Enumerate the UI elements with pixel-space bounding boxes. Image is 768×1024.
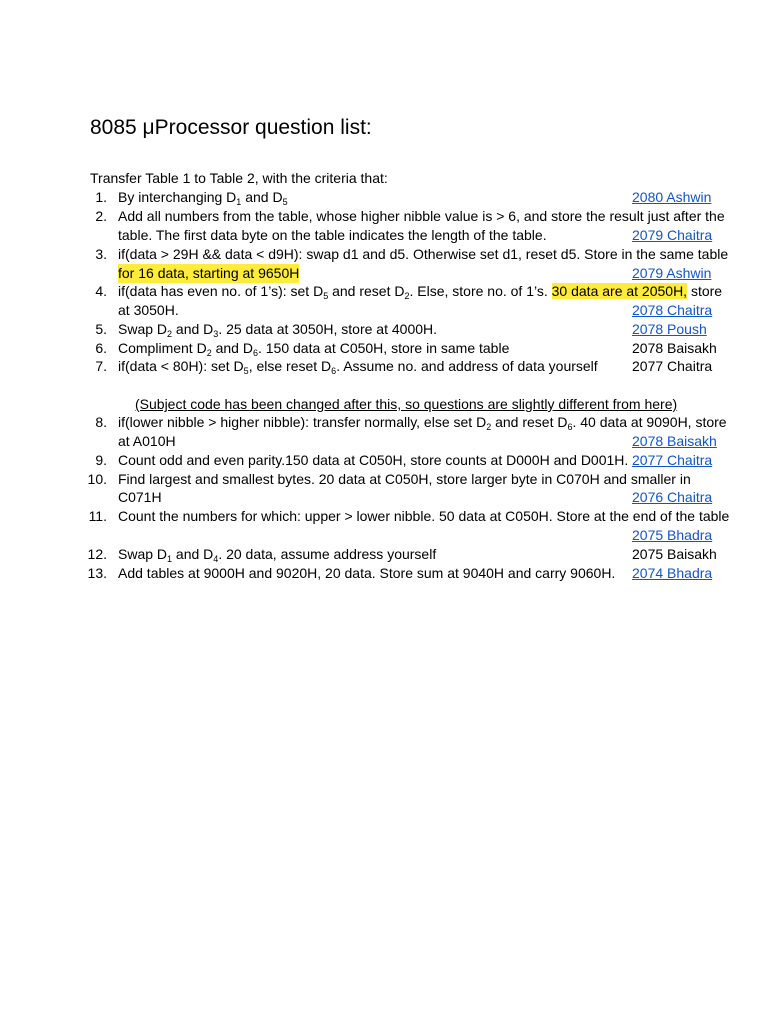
item-number: 3. <box>95 246 107 262</box>
item-number: 9. <box>95 452 107 468</box>
list-item <box>0 282 768 301</box>
item-text: C071H <box>118 489 162 505</box>
list-item <box>0 451 768 470</box>
section-note <box>0 395 768 414</box>
item-text: Find largest and smallest bytes. 20 data at C050H, store larger byte in C070H and smaller in <box>118 471 691 487</box>
item-number: 7. <box>95 358 107 374</box>
list-item-continuation <box>0 488 768 507</box>
exam-link[interactable]: 2080 Ashwin <box>632 189 712 205</box>
exam-link[interactable]: 2079 Chaitra <box>632 227 713 243</box>
item-number: 2. <box>95 208 107 224</box>
list-item <box>0 320 768 339</box>
note-text: (Subject code has been changed after this, so questions are slightly different from here) <box>135 396 678 412</box>
item-number: 12. <box>87 546 107 562</box>
list-item <box>0 545 768 564</box>
item-number: 11. <box>88 508 107 524</box>
list-item <box>0 188 768 207</box>
exam-link[interactable]: 2075 Bhadra <box>632 527 713 543</box>
exam-link[interactable]: 2076 Chaitra <box>632 489 713 505</box>
list-item <box>0 564 768 583</box>
page-title: 8085 μProcessor question list: <box>90 116 372 139</box>
intro-label: Transfer Table 1 to Table 2, with the criteria that: <box>90 170 388 186</box>
list-item <box>0 470 768 489</box>
item-number: 1. <box>95 189 107 205</box>
exam-label: 2078 Baisakh <box>632 340 717 356</box>
item-text: table. The first data byte on the table indicates the length of the table. <box>118 227 547 243</box>
exam-link[interactable]: 2074 Bhadra <box>632 565 713 581</box>
exam-link[interactable]: 2078 Baisakh <box>632 433 717 449</box>
list-item <box>0 245 768 264</box>
exam-link[interactable]: 2078 Chaitra <box>632 302 713 318</box>
item-text: Count the numbers for which: upper > lower nibble. 50 data at C050H. Store at the end of the table <box>118 508 730 524</box>
list-item-continuation <box>0 526 768 545</box>
item-text: Swap $D_2$ and $D_3$. 25 data at 3050H, store at 4000H. <box>118 321 438 339</box>
list-item-continuation <box>0 264 768 283</box>
list-item-continuation <box>0 226 768 245</box>
item-text: Swap $D_1$ and $D_4$. 20 data, assume address yourself <box>118 546 437 564</box>
exam-label: 2077 Chaitra <box>632 358 713 374</box>
item-text: Add all numbers from the table, whose higher nibble value is > 6, and store the result just after the <box>118 208 725 224</box>
item-text: if(lower nibble > higher nibble): transfer normally, else set $D_2$ and reset $D_6$. 40 data at 9090H, store <box>118 414 727 432</box>
item-text: at A010H <box>118 433 176 449</box>
highlighted-text: for 16 data, starting at 9650H <box>118 265 300 281</box>
item-text: Compliment $D_2$ and $D_6$. 150 data at C050H, store in same table <box>118 340 510 358</box>
item-number: 8. <box>95 414 107 430</box>
item-number: 4. <box>95 283 107 299</box>
exam-link[interactable]: 2077 Chaitra <box>632 452 713 468</box>
list-item-continuation <box>0 432 768 451</box>
exam-link[interactable]: 2078 Poush <box>632 321 707 337</box>
list-item <box>0 339 768 358</box>
list-item <box>0 207 768 226</box>
item-text: Count odd and even parity.150 data at C050H, store counts at D000H and D001H. <box>118 452 629 468</box>
item-number: 6. <box>95 340 107 356</box>
exam-link[interactable]: 2079 Ashwin <box>632 265 712 281</box>
item-number: 13. <box>87 565 107 581</box>
item-text: if(data has even no. of 1’s): set $D_5$ and reset $D_2$. Else, store no. of 1’s. 30 data are at 2050H, store <box>118 283 723 301</box>
intro-text <box>0 169 768 188</box>
list-item <box>0 413 768 432</box>
item-number: 5. <box>95 321 107 337</box>
item-text: if(data > 29H && data < d9H): swap d1 and d5. Otherwise set d1, reset d5. Store in the same table <box>118 246 729 262</box>
item-text: at 3050H. <box>118 302 179 318</box>
item-number: 10. <box>87 471 107 487</box>
item-text: if(data < 80H): set $D_5$, else reset $D_6$. Assume no. and address of data yourself <box>118 358 598 376</box>
highlighted-text: 30 data are at 2050H, <box>551 283 688 299</box>
list-item <box>0 507 768 526</box>
item-text: Add tables at 9000H and 9020H, 20 data. Store sum at 9040H and carry 9060H. <box>118 565 616 581</box>
list-item <box>0 357 768 376</box>
item-text: By interchanging $D_1$ and $D_5$ <box>118 189 288 207</box>
exam-label: 2075 Baisakh <box>632 546 717 562</box>
list-item-continuation <box>0 301 768 320</box>
